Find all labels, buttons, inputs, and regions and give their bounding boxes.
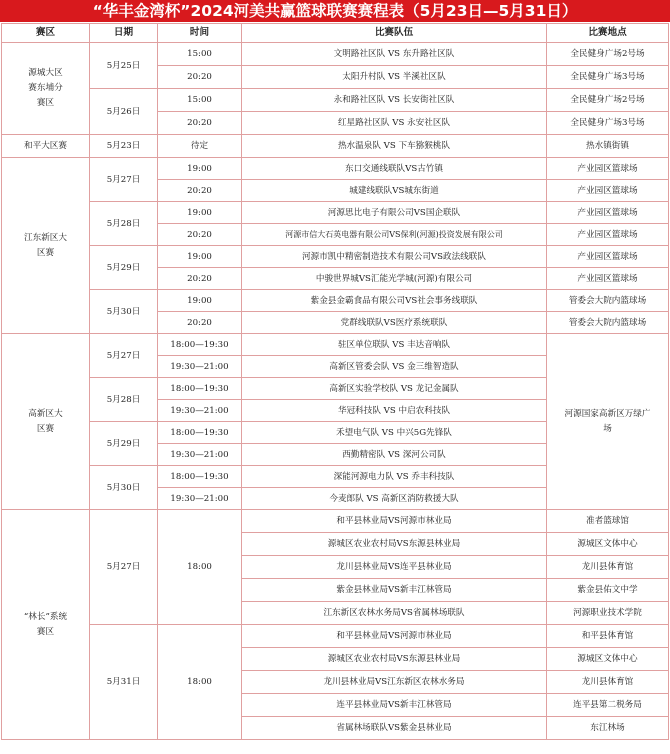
table-row — [2, 510, 669, 533]
venue-cell: 产业园区篮球场 — [547, 268, 669, 290]
table-row — [2, 135, 669, 158]
teams-cell: 高新区实验学校队 VS 龙记金属队 — [242, 378, 547, 400]
venue-cell: 全民健身广场3号场 — [547, 66, 669, 89]
time-cell: 19:30—21:00 — [158, 356, 242, 378]
date-cell: 5月28日 — [90, 378, 158, 422]
venue-cell: 河源国家高新区万绿广场 — [547, 334, 669, 510]
venue-cell: 全民健身广场2号场 — [547, 43, 669, 66]
table-row — [2, 202, 669, 224]
time-cell: 15:00 — [158, 43, 242, 66]
header-teams: 比赛队伍 — [242, 24, 547, 43]
table-row — [2, 89, 669, 112]
venue-cell: 准者篮球馆 — [547, 510, 669, 533]
teams-cell: 城建线联队VS城东街道 — [242, 180, 547, 202]
teams-cell: 龙川县林业局VS江东新区农林水务局 — [242, 671, 547, 694]
time-cell: 15:00 — [158, 89, 242, 112]
teams-cell: 河源思比电子有限公司VS国企联队 — [242, 202, 547, 224]
teams-cell: 源城区农业农村局VS东源县林业局 — [242, 648, 547, 671]
venue-cell: 连平县第二税务局 — [547, 694, 669, 717]
table-row — [2, 43, 669, 66]
teams-cell: 河源市凯中精密制造技术有限公司VS政法线联队 — [242, 246, 547, 268]
venue-cell: 龙川县体育馆 — [547, 671, 669, 694]
teams-cell: 太阳升村队 VS 半溪社区队 — [242, 66, 547, 89]
teams-cell: 连平县林业局VS新丰江林管局 — [242, 694, 547, 717]
teams-cell: 和平县林业局VS河源市林业局 — [242, 625, 547, 648]
time-cell: 20:20 — [158, 224, 242, 246]
venue-cell: 和平县体育馆 — [547, 625, 669, 648]
time-cell: 18:00—19:30 — [158, 422, 242, 444]
time-cell: 18:00 — [158, 510, 242, 625]
time-cell: 19:30—21:00 — [158, 400, 242, 422]
zone-cell: 高新区大区赛 — [2, 334, 90, 510]
zone-cell: 源城大区赛东埔分赛区 — [2, 43, 90, 135]
date-cell: 5月23日 — [90, 135, 158, 158]
teams-cell: 西勤精密队 VS 深河公司队 — [242, 444, 547, 466]
venue-cell: 产业园区篮球场 — [547, 202, 669, 224]
time-cell: 20:20 — [158, 66, 242, 89]
schedule-table — [1, 23, 669, 740]
time-cell: 20:20 — [158, 312, 242, 334]
time-cell: 19:00 — [158, 202, 242, 224]
teams-cell: 热水温泉队 VS 下车猕猴桃队 — [242, 135, 547, 158]
venue-cell: 全民健身广场2号场 — [547, 89, 669, 112]
time-cell: 18:00—19:30 — [158, 466, 242, 488]
teams-cell: 中骏世界城VS汇能光学城(河源)有限公司 — [242, 268, 547, 290]
teams-cell: 江东新区农林水务局VS省属林场联队 — [242, 602, 547, 625]
date-cell: 5月31日 — [90, 625, 158, 740]
teams-cell: 党群线联队VS医疗系统联队 — [242, 312, 547, 334]
time-cell: 18:00—19:30 — [158, 378, 242, 400]
teams-cell: 永和路社区队 VS 长安街社区队 — [242, 89, 547, 112]
venue-cell: 产业园区篮球场 — [547, 180, 669, 202]
venue-cell: 热水镇街镇 — [547, 135, 669, 158]
time-cell: 待定 — [158, 135, 242, 158]
teams-cell: 高新区管委会队 VS 金三维智造队 — [242, 356, 547, 378]
time-cell: 20:20 — [158, 112, 242, 135]
venue-cell: 源城区文体中心 — [547, 533, 669, 556]
time-cell: 19:30—21:00 — [158, 444, 242, 466]
table-row — [2, 334, 669, 356]
table-row — [2, 246, 669, 268]
teams-cell: 红星路社区队 VS 永安社区队 — [242, 112, 547, 135]
date-cell: 5月29日 — [90, 246, 158, 290]
teams-cell: 东口交通线联队VS古竹镇 — [242, 158, 547, 180]
teams-cell: 和平县林业局VS河源市林业局 — [242, 510, 547, 533]
date-cell: 5月29日 — [90, 422, 158, 466]
teams-cell: 今麦郎队 VS 高新区消防救援大队 — [242, 488, 547, 510]
venue-cell: 管委会大院内篮球场 — [547, 312, 669, 334]
date-cell: 5月25日 — [90, 43, 158, 89]
table-row — [2, 290, 669, 312]
time-cell: 20:20 — [158, 180, 242, 202]
date-cell: 5月26日 — [90, 89, 158, 135]
venue-cell: 河源职业技术学院 — [547, 602, 669, 625]
venue-cell: 全民健身广场3号场 — [547, 112, 669, 135]
table-row — [2, 158, 669, 180]
time-cell: 19:30—21:00 — [158, 488, 242, 510]
date-cell: 5月27日 — [90, 334, 158, 378]
date-cell: 5月27日 — [90, 158, 158, 202]
zone-cell: 江东新区大区赛 — [2, 158, 90, 334]
zone-cell: “林长”系统赛区 — [2, 510, 90, 740]
venue-cell: 紫金县佑文中学 — [547, 579, 669, 602]
venue-cell: 产业园区篮球场 — [547, 224, 669, 246]
venue-cell: 东江林场 — [547, 717, 669, 740]
venue-cell: 龙川县体育馆 — [547, 556, 669, 579]
teams-cell: 禾望电气队 VS 中兴5G先锋队 — [242, 422, 547, 444]
venue-cell: 源城区文体中心 — [547, 648, 669, 671]
page-title: “华丰金湾杯”2024河美共赢篮球联赛赛程表（5月23日—5月31日） — [0, 0, 670, 22]
date-cell: 5月27日 — [90, 510, 158, 625]
teams-cell: 华冠科技队 VS 中启农科技队 — [242, 400, 547, 422]
teams-cell: 紫金县金霸食品有限公司VS社会事务线联队 — [242, 290, 547, 312]
time-cell: 20:20 — [158, 268, 242, 290]
header-date: 日期 — [90, 24, 158, 43]
date-cell: 5月30日 — [90, 290, 158, 334]
time-cell: 19:00 — [158, 290, 242, 312]
venue-cell: 管委会大院内篮球场 — [547, 290, 669, 312]
date-cell: 5月30日 — [90, 466, 158, 510]
teams-cell: 河源市信大石英电器有限公司VS保利(河源)投资发展有限公司 — [242, 224, 547, 246]
header-venue: 比赛地点 — [547, 24, 669, 43]
header-time: 时间 — [158, 24, 242, 43]
teams-cell: 深能河源电力队 VS 乔丰科技队 — [242, 466, 547, 488]
table-row — [2, 625, 669, 648]
teams-cell: 驻区单位联队 VS 丰达音响队 — [242, 334, 547, 356]
teams-cell: 源城区农业农村局VS东源县林业局 — [242, 533, 547, 556]
date-cell: 5月28日 — [90, 202, 158, 246]
header-zone: 赛区 — [2, 24, 90, 43]
venue-cell: 产业园区篮球场 — [547, 158, 669, 180]
venue-cell: 产业园区篮球场 — [547, 246, 669, 268]
teams-cell: 省属林场联队VS紫金县林业局 — [242, 717, 547, 740]
teams-cell: 紫金县林业局VS新丰江林管局 — [242, 579, 547, 602]
header-row — [2, 24, 669, 43]
teams-cell: 文明路社区队 VS 东升路社区队 — [242, 43, 547, 66]
time-cell: 19:00 — [158, 158, 242, 180]
teams-cell: 龙川县林业局VS连平县林业局 — [242, 556, 547, 579]
time-cell: 18:00—19:30 — [158, 334, 242, 356]
time-cell: 19:00 — [158, 246, 242, 268]
zone-cell: 和平大区赛 — [2, 135, 90, 158]
time-cell: 18:00 — [158, 625, 242, 740]
